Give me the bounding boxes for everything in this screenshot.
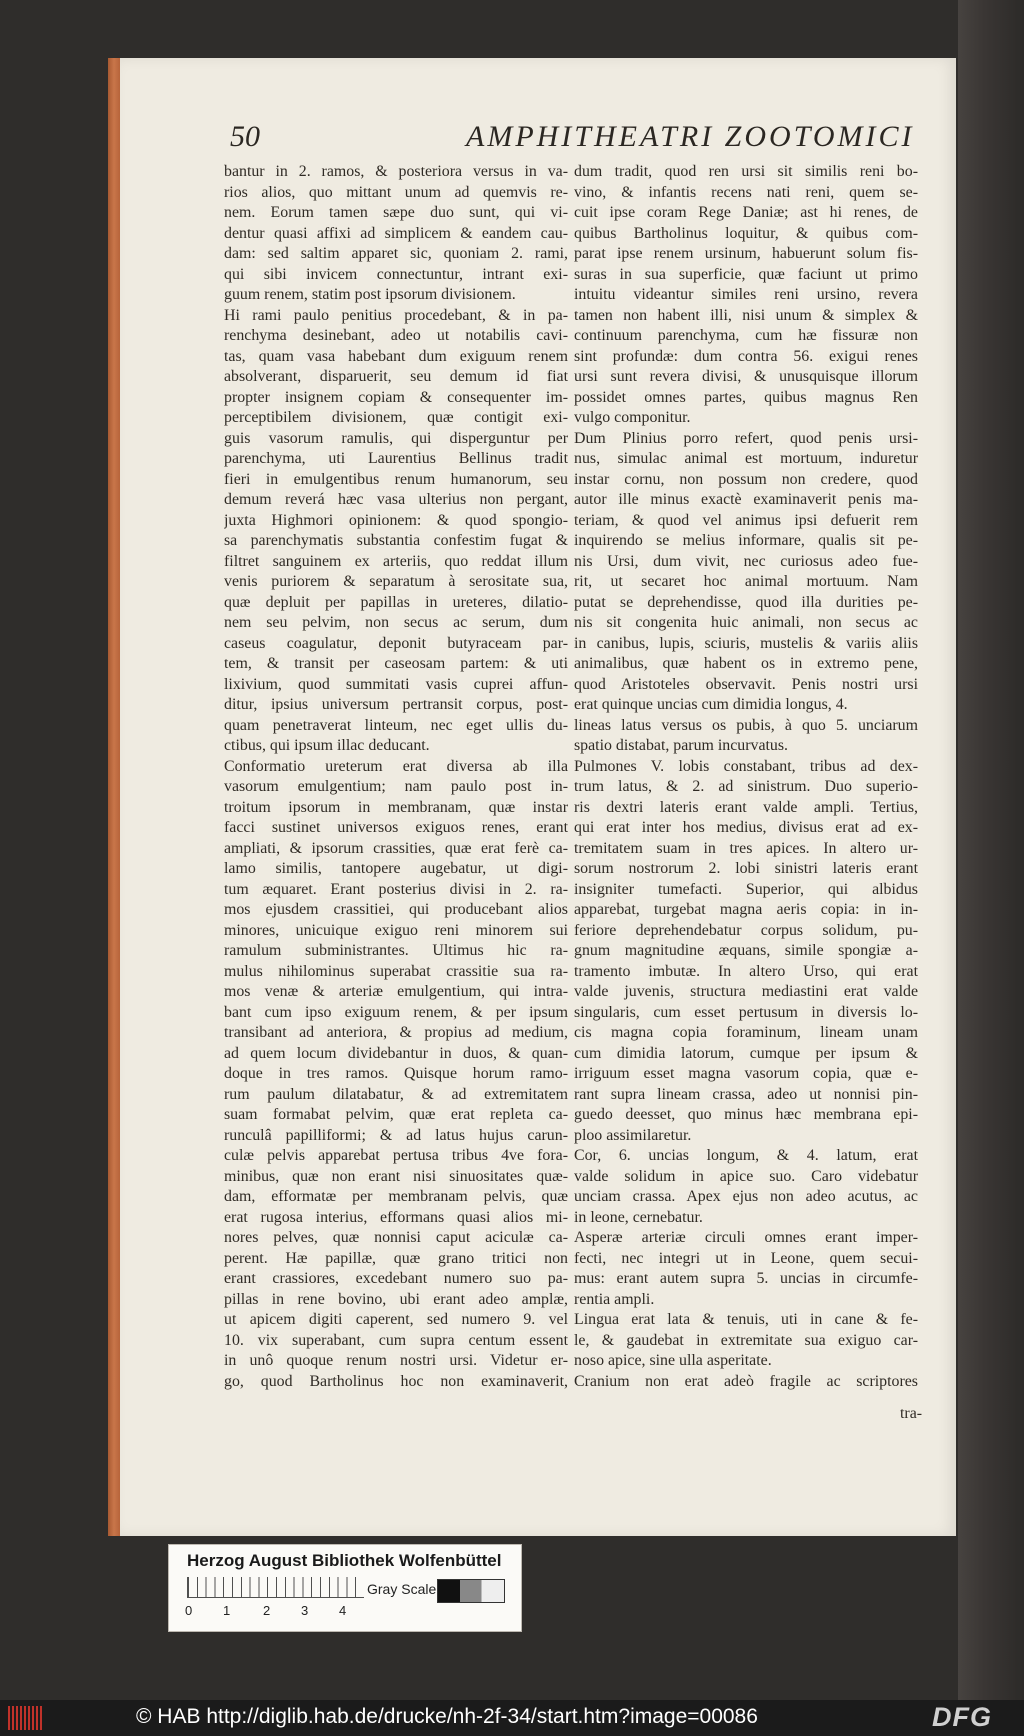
library-title: Herzog August Bibliothek Wolfenbüttel (187, 1551, 502, 1570)
dfg-logo: DFG (932, 1702, 992, 1732)
text-line: Conformatio ureterum erat diversa ab illa (224, 757, 568, 775)
text-line: troitum ipsorum in membranam, quæ instar (224, 798, 568, 816)
text-line: tum æquaret. Erant posterius divisi in 2. ra- (224, 880, 568, 898)
text-line: nus, simulac animal est mortuum, induretur (574, 450, 918, 467)
text-line: renchyma desinebant, adeo ut notabilis cavi- (224, 327, 568, 344)
text-line: teriam, & quod vel animus ipsi defuerit rem (574, 511, 918, 529)
text-line: erat quinque uncias cum dimidia longus, 4. (574, 696, 848, 713)
text-line: lineas latus versus os pubis, à quo 5. unciarum (574, 716, 918, 734)
text-line: cis magna copia foraminum, lineam unam (574, 1024, 918, 1041)
text-line: perceptibilem divisionem, quæ contigit exi- (224, 409, 568, 426)
page-number: 50 (230, 120, 260, 153)
text-line: mos venæ & arteriæ emulgentium, qui intra- (224, 983, 568, 1000)
gray-scale-label: Gray Scale (367, 1581, 437, 1597)
text-line: singularis, cum esset pertusum in diversis lo- (574, 1003, 918, 1021)
adjacent-page-strip (958, 0, 1024, 1700)
footer-url[interactable]: © HAB http://diglib.hab.de/drucke/nh-2f-34/start.htm?image=00086 (136, 1705, 758, 1728)
text-line: vino, & infantis recens nati reni, quem se- (574, 183, 918, 201)
text-line: juxta Highmori opinionem: & quod spongio- (224, 511, 568, 529)
text-line: insigniter tumefacti. Superior, qui albidus (574, 880, 918, 898)
text-line: valde solidum in apice suo. Caro videbatur (574, 1167, 918, 1185)
text-line: erat rugosa interius, efformans quasi alios mi- (224, 1208, 568, 1226)
text-line: culæ pelvis apparebat pertusa tribus 4ve fora- (224, 1147, 568, 1164)
text-line: dum tradit, quod ren ursi sit similis reni bo- (574, 163, 918, 180)
text-line: nis sit congenita huic animali, non secus ac (574, 614, 918, 631)
text-line: animalibus, quæ habent os in extremo pene, (574, 655, 918, 672)
text-line: ploo assimilaretur. (574, 1126, 692, 1144)
text-line: sorum nostrorum 2. lobi sinistri lateris erant (574, 860, 918, 877)
text-line: tramento imbutæ. In altero Urso, qui erat (574, 962, 918, 980)
text-line: apparebat, turgebat magna aeris copia: in in- (574, 901, 918, 918)
text-line: go, quod Bartholinus hoc non examinaverit, (224, 1372, 568, 1390)
text-line: guis vasorum ramulis, qui disperguntur per (224, 429, 568, 447)
left-text-column (224, 162, 568, 1392)
text-line: guedo deesset, quo minus hæc membrana epi- (574, 1106, 918, 1123)
ruler-number: 4 (339, 1603, 347, 1618)
ruler-number: 0 (185, 1603, 193, 1618)
text-line: sa parenchymatis substantia confestim fugat & (224, 532, 568, 549)
text-line: lamo similis, tantopere augebatur, ut digi- (224, 860, 568, 877)
text-line: ampliati, & ipsorum crassities, quæ erat ferè ca- (224, 839, 568, 857)
text-line: lixivium, quod summitati vasis cuprei affun- (224, 675, 568, 693)
ruler-number: 2 (263, 1603, 271, 1618)
text-line: doque in tres ramos. Quisque horum ramo- (224, 1065, 568, 1082)
text-line: minibus, quæ non erant nisi sinuositates quæ- (224, 1167, 568, 1185)
text-line: irriguum esset magna vasorum copia, quæ e- (574, 1065, 918, 1082)
footer-bar (0, 1700, 1024, 1736)
text-line: perent. Hæ papillæ, quæ grano tritici non (224, 1249, 568, 1267)
text-line: filtret sanguinem ex arteriis, quo reddat illum (224, 552, 568, 570)
text-line: minores, unicuique exiguo reni minorem sui (224, 921, 568, 939)
hab-logo-icon (8, 1706, 44, 1730)
text-line: ad quem locum dividebantur in duos, & quan- (224, 1044, 568, 1062)
text-line: quod Aristoteles observavit. Penis nostri ursi (574, 675, 918, 693)
text-line: bantur in 2. ramos, & posteriora versus in va- (224, 163, 568, 180)
text-line: unciam crassa. Apex ejus non adeo acutus, ac (574, 1188, 918, 1205)
text-line: possidet omnes partes, quibus magnus Ren (574, 388, 918, 406)
text-line: Dum Plinius porro refert, quod penis ursi- (574, 429, 918, 447)
text-line: inquirendo se melius informare, qualis sit pe- (574, 532, 918, 549)
text-line: qui erat inter hos medius, divisus erat ad ex- (574, 819, 918, 836)
running-title: AMPHITHEATRI ZOOTOMICI (466, 120, 915, 153)
text-line: rum paulum dilatabatur, & ad extremitatem (224, 1085, 568, 1103)
text-line: fieri in emulgentibus renum humanorum, seu (224, 470, 568, 488)
right-text-column (574, 162, 918, 1392)
text-line: quæ depluit per papillas in ureteres, dilatio- (224, 593, 568, 611)
text-line: nis Ursi, dum vivit, nec curiosus adeo fue- (574, 552, 918, 570)
text-line: facci sustinet universos exiguos renes, erant (224, 819, 568, 836)
text-line: nem seu pelvim, non secus ac serum, dum (224, 614, 568, 631)
text-line: vasorum emulgentium; nam paulo post in- (224, 778, 568, 795)
text-line: sint profundæ: dum contra 56. exigui renes (574, 347, 918, 365)
text-line: rios alios, quo mittant unum ad quemvis re- (224, 183, 568, 201)
text-line: demum reverá hæc vasa ulterius non pergant, (224, 491, 568, 508)
text-line: ris dextri lateris erant valde ampli. Tertius, (574, 798, 918, 816)
text-line: absolverant, disparuerit, seu demum id fiat (224, 368, 568, 385)
text-line: valde juvenis, structura mediastini erat valde (574, 983, 918, 1000)
text-line: qui sibi invicem connectuntur, intrant exi- (224, 265, 568, 283)
catchword: tra- (900, 1405, 923, 1422)
text-line: in unô quoque renum nostri ursi. Videtur er- (224, 1352, 568, 1369)
text-line: gnum magnitudine æquans, simile spongiæ a- (574, 942, 918, 959)
ruler-number: 1 (223, 1603, 231, 1618)
text-line: rit, ut secaret hoc animal mortuum. Nam (574, 573, 918, 590)
text-line: rant supra lineam crassa, adeo ut nonnisi pin- (574, 1085, 918, 1103)
text-line: mus: erant autem supra 5. uncias in circumfe- (574, 1270, 918, 1287)
text-line: suam formabat pelvim, quæ erat repleta ca- (224, 1106, 568, 1123)
text-line: propter insignem copiam & consequenter im- (224, 388, 568, 406)
library-card (168, 1544, 522, 1632)
text-line: pillas in rene bovino, ubi erant adeo amplæ, (224, 1290, 568, 1308)
text-line: ctibus, qui ipsum illac deducant. (224, 737, 430, 754)
text-line: noso apice, sine ulla asperitate. (574, 1352, 772, 1369)
text-line: intuitu videantur similes reni ursino, revera (574, 286, 918, 303)
text-line: mos ejusdem crassitiei, qui producebant alios (224, 901, 568, 918)
text-line: tem, & transit per caseosam partem: & uti (224, 655, 568, 672)
text-line: cum dimidia latorum, cumque per ipsum & (574, 1044, 918, 1062)
gray-scale-swatch (437, 1579, 505, 1603)
text-line: parenchyma, uti Laurentius Bellinus tradit (224, 450, 568, 467)
text-line: guum renem, statim post ipsorum divisionem. (224, 286, 516, 303)
text-line: nores pelves, quæ nonnisi caput aciculæ ca- (224, 1229, 568, 1246)
text-line: ut apicem digiti caperent, sed numero 9. vel (224, 1311, 568, 1328)
ruler-scale (187, 1577, 364, 1598)
text-line: bant cum ipso exiguum renem, & per ipsum (224, 1003, 568, 1021)
text-line: Asperæ arteriæ circuli omnes erant imper- (574, 1229, 918, 1246)
text-line: spatio distabat, parum incurvatus. (574, 737, 789, 754)
text-line: fecti, nec integri ut in Leone, quem secui- (574, 1249, 918, 1267)
text-line: tremitatem suam in tres apices. In altero ur- (574, 839, 918, 857)
text-line: mulus nihilominus superabat crassitie sua ra- (224, 962, 568, 980)
ruler-number: 3 (301, 1603, 309, 1618)
text-line: continuum parenchyma, cum hæ fissuræ non (574, 327, 918, 344)
text-line: transibant ad anteriora, & propius ad medium, (224, 1024, 568, 1041)
book-page (120, 58, 956, 1536)
text-line: venis puriorem & separatum à serositate sua, (224, 573, 568, 590)
text-line: Cranium non erat adeò fragile ac scriptores (574, 1372, 918, 1390)
text-line: Cor, 6. uncias longum, & 4. latum, erat (574, 1147, 918, 1164)
text-line: putat se deprehendisse, quod illa durities pe- (574, 593, 918, 611)
text-line: suras in sua superficie, quæ faciunt ut primo (574, 265, 918, 283)
text-line: trum latus, & 2. ad sinistrum. Duo superio- (574, 778, 918, 795)
text-line: dentur quasi affixi ad simplicem & eandem cau- (224, 224, 568, 242)
text-line: Hi rami paulo penitius procedebant, & in pa- (224, 306, 568, 324)
page-edge (108, 58, 120, 1536)
text-line: ditur, ipsius universum pertransit corpus, post- (224, 696, 568, 713)
text-line: quam penetraverat linteum, nec eget ullis du- (224, 716, 568, 734)
text-line: le, & gaudebat in extremitate sua exiguo car- (574, 1331, 918, 1349)
text-line: parat ipse renem ursinum, habuerunt solum fis- (574, 245, 918, 262)
text-line: tas, quam vasa habebant dum exiguum renem (224, 347, 568, 365)
text-line: vulgo componitur. (574, 409, 691, 426)
text-line: tamen non habent illi, nisi unum & simplex & (574, 306, 918, 324)
text-line: erant crassiores, excedebant numero suo pa- (224, 1270, 568, 1287)
text-line: ursi sunt revera divisi, & unusquisque illorum (574, 368, 918, 385)
text-line: runculâ papilliformi; & ad latus hujus carun- (224, 1126, 568, 1144)
text-line: in canibus, lupis, sciuris, mustelis & variis aliis (574, 634, 918, 652)
text-line: rentia ampli. (574, 1290, 655, 1308)
text-line: in leone, cernebatur. (574, 1208, 703, 1226)
text-line: ramulum subministrantes. Ultimus hic ra- (224, 942, 568, 959)
text-line: 10. vix superabant, cum supra centum essent (224, 1331, 568, 1349)
text-line: autor ille minus exactè examinaverit penis ma- (574, 491, 918, 508)
text-line: dam, efformatæ per membranam pelvis, quæ (224, 1188, 568, 1205)
text-line: quibus Bartholinus loquitur, & quibus com- (574, 224, 918, 242)
text-line: Lingua erat lata & tenuis, uti in cane & fe- (574, 1311, 918, 1328)
text-line: nem. Eorum tamen sæpe duo sunt, qui vi- (224, 204, 568, 221)
page-header (230, 120, 950, 156)
text-line: cuit ipse coram Rege Daniæ; ast hi renes, de (574, 204, 918, 221)
text-line: dam: sed saltim apparet sic, quoniam 2. rami, (224, 245, 568, 262)
text-line: feriore deprehendebatur corpus solidum, pu- (574, 921, 918, 939)
text-line: Pulmones V. lobis constabant, tribus ad dex- (574, 757, 918, 775)
text-line: caseus coagulatur, deponit butyraceam par- (224, 634, 568, 652)
text-line: instar cornu, non possum non credere, quod (574, 470, 918, 488)
